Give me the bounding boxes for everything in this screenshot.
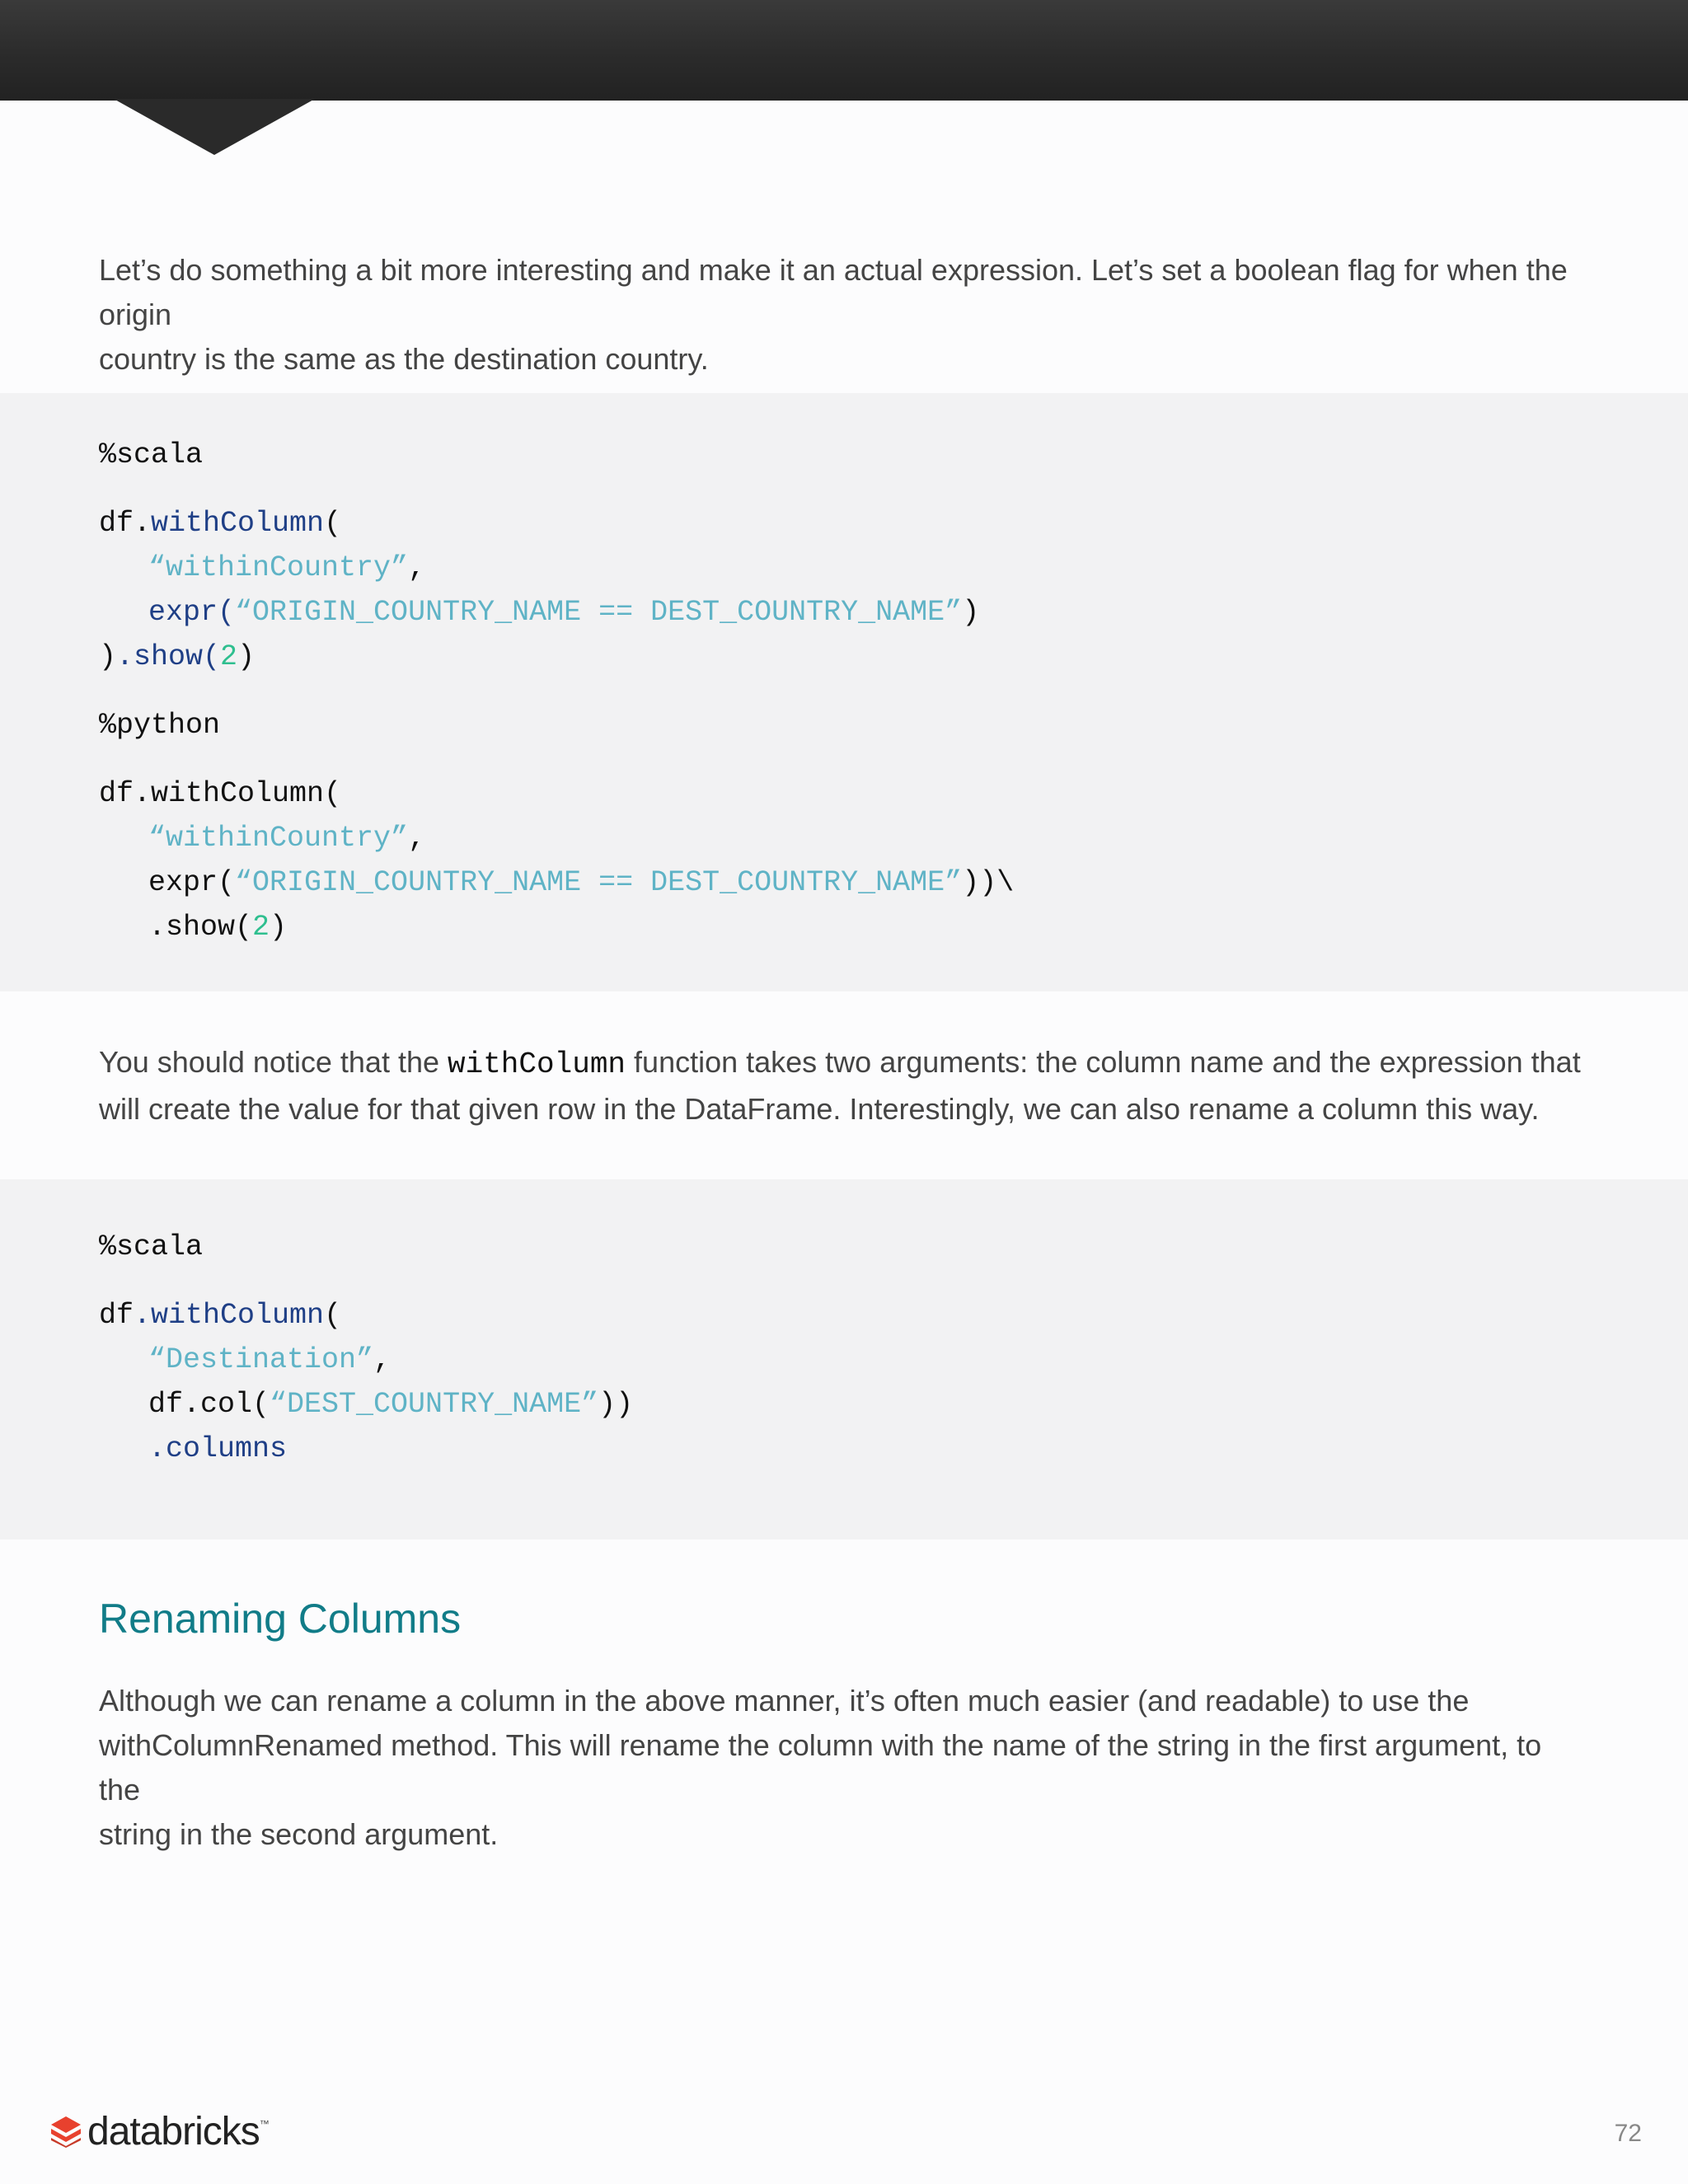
logo-trademark: ™ [259, 2118, 270, 2130]
code-line: ).show(2) [99, 640, 256, 673]
code-line: df.withColumn( [99, 1299, 342, 1332]
intro-line-2: country is the same as the destination country. [99, 342, 709, 376]
code-line: “Destination”, [148, 1343, 392, 1376]
page-number: 72 [1614, 2120, 1642, 2147]
intro-paragraph [99, 248, 1591, 382]
scala-label: %scala [99, 438, 204, 471]
code-line: df.withColumn( [99, 777, 342, 810]
code-line: “withinCountry”, [148, 822, 426, 855]
section-paragraph: Although we can rename a column in the above manner, it’s often much easier (and readable) to use the withColumnRenamed method. This will rename the column with the name of the string in the first argument, to the string in the second argument. [99, 1684, 1542, 1851]
code-line: expr(“ORIGIN_COUNTRY_NAME == DEST_COUNTRY_NAME”))\ [148, 866, 1015, 899]
code-line: expr(“ORIGIN_COUNTRY_NAME == DEST_COUNTRY_NAME”) [148, 596, 980, 629]
code-line: “withinCountry”, [148, 551, 426, 584]
logo-text: databricks [87, 2109, 260, 2154]
code-line: .show(2) [148, 911, 288, 944]
code-line: .columns [148, 1432, 288, 1465]
python-label: %python [99, 709, 221, 742]
databricks-stack-icon [49, 2115, 82, 2148]
middle-paragraph: You should notice that the withColumn function takes two arguments: the column name and the expression that will create the value for that given row in the DataFrame. Interestingly, we can also rename a column this way. [99, 1045, 1581, 1126]
inline-code: withColumn [448, 1047, 626, 1081]
intro-line-1: Let’s do something a bit more interesting and make it an actual expression. Let’s set a boolean flag for when the origin [99, 253, 1568, 331]
code-line: df.withColumn( [99, 507, 342, 540]
section-heading: Renaming Columns [99, 1596, 462, 1642]
scala-label: %scala [99, 1230, 204, 1263]
databricks-logo [49, 2108, 270, 2154]
banner-notch-decoration [0, 99, 330, 157]
code-line: df.col(“DEST_COUNTRY_NAME”)) [148, 1388, 634, 1421]
top-banner [0, 0, 1688, 101]
